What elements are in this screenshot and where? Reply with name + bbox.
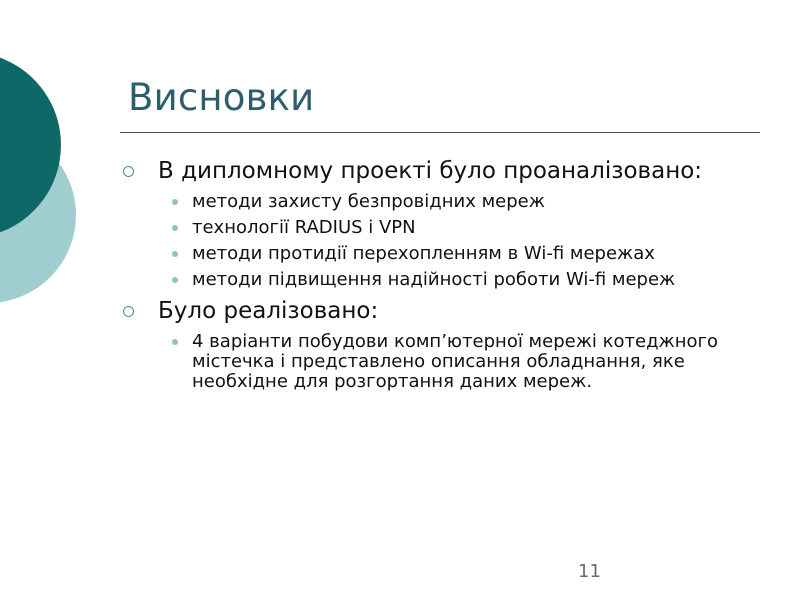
dot-bullet-icon <box>172 251 178 257</box>
slide-content <box>120 158 760 400</box>
dot-bullet-icon <box>172 225 178 231</box>
list-item-text: методи захисту безпровідних мереж <box>192 191 545 212</box>
list-item-text: технології RADIUS і VPN <box>192 217 416 238</box>
implemented-list <box>120 332 760 392</box>
list-item-text: 4 варіанти побудови комп’ютерної мережі котеджного містечка і представлено описання обладнання, яке необхідне для розгортання даних мереж. <box>192 331 719 392</box>
list-item <box>120 192 760 212</box>
dot-bullet-icon <box>172 277 178 283</box>
list-item <box>120 244 760 264</box>
section-heading-implemented <box>120 298 760 324</box>
section-heading-text: Було реалізовано: <box>158 298 379 324</box>
dot-bullet-icon <box>172 339 178 345</box>
slide-title: Висновки <box>128 76 315 119</box>
list-item <box>120 270 760 290</box>
page-number: 11 <box>578 561 601 582</box>
section-heading-text: В дипломному проекті було проаналізовано: <box>158 158 703 184</box>
section-heading-analyzed <box>120 158 760 184</box>
ring-bullet-icon <box>123 306 134 317</box>
ring-bullet-icon <box>123 166 134 177</box>
title-divider <box>120 132 760 133</box>
list-item-text: методи протидії перехопленням в Wi-fi мережах <box>192 243 655 264</box>
list-item <box>120 332 760 392</box>
dot-bullet-icon <box>172 199 178 205</box>
decorative-circles <box>0 0 140 340</box>
list-item-text: методи підвищення надійності роботи Wi-fi мереж <box>192 269 676 290</box>
analyzed-list <box>120 192 760 290</box>
list-item <box>120 218 760 238</box>
